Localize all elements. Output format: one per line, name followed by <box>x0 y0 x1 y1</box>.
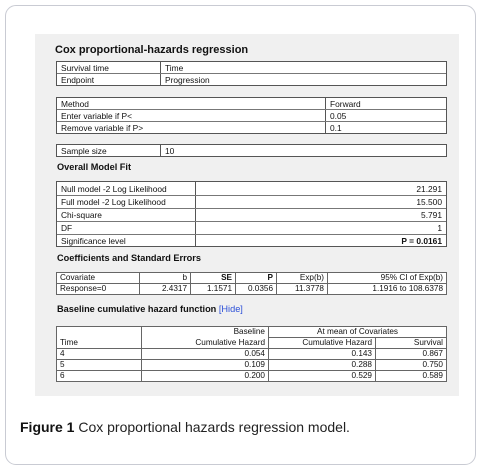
method-label: Method <box>61 99 89 109</box>
column-header: Cumulative Hazard <box>142 338 269 349</box>
endpoint-label: Endpoint <box>61 75 95 85</box>
figure-title: Cox proportional-hazards regression <box>55 44 249 56</box>
sample-size-box <box>56 144 447 157</box>
full-model-value: 15.500 <box>416 197 442 207</box>
significance-label: Significance level <box>61 236 126 246</box>
table-cell: 4 <box>57 349 142 360</box>
remove-value: 0.1 <box>330 123 342 133</box>
survival-time-label: Survival time <box>61 63 109 73</box>
chi-square-label: Chi-square <box>61 210 102 220</box>
figure-card <box>5 5 476 465</box>
enter-label: Enter variable if P< <box>61 111 132 121</box>
table-cell: 0.589 <box>376 371 447 382</box>
table-cell: 11.3778 <box>277 284 328 295</box>
figure-image <box>35 34 459 396</box>
significance-value: P = 0.0161 <box>401 236 442 246</box>
column-header: b <box>140 273 191 284</box>
full-model-label: Full model -2 Log Likelihood <box>61 197 166 207</box>
df-value: 1 <box>437 223 442 233</box>
table-header-row <box>57 338 447 349</box>
table-cell: 0.867 <box>376 349 447 360</box>
table-cell: 1.1916 to 108.6378 <box>328 284 447 295</box>
table-cell: 5 <box>57 360 142 371</box>
hide-link[interactable]: [Hide] <box>218 304 243 314</box>
table-cell: 6 <box>57 371 142 382</box>
sample-size-value: 10 <box>165 146 175 156</box>
overall-fit-heading: Overall Model Fit <box>57 162 132 172</box>
column-header: Cumulative Hazard <box>269 338 376 349</box>
table-cell: 0.200 <box>142 371 269 382</box>
table-cell: 0.529 <box>269 371 376 382</box>
table-cell: 0.0356 <box>236 284 277 295</box>
remove-label: Remove variable if P> <box>61 123 144 133</box>
enter-value: 0.05 <box>330 111 347 121</box>
column-header: Covariate <box>57 273 140 284</box>
table-cell: 0.109 <box>142 360 269 371</box>
table-cell: Response=0 <box>57 284 140 295</box>
column-header: Exp(b) <box>277 273 328 284</box>
null-model-value: 21.291 <box>416 184 442 194</box>
table-cell: 0.143 <box>269 349 376 360</box>
endpoint-value: Progression <box>165 75 210 85</box>
survival-time-value: Time <box>165 63 184 73</box>
table-row <box>57 284 447 295</box>
null-model-label: Null model -2 Log Likelihood <box>61 184 167 194</box>
sample-size-label: Sample size <box>61 146 107 156</box>
table-row <box>57 360 447 371</box>
column-header: 95% CI of Exp(b) <box>328 273 447 284</box>
figure-caption <box>20 419 350 435</box>
coefficients-table <box>56 272 447 295</box>
table-row <box>57 349 447 360</box>
chi-square-value: 5.791 <box>421 210 442 220</box>
table-header-row <box>57 273 447 284</box>
column-header: Time <box>57 338 142 349</box>
caption-text: Cox proportional hazards regression model. <box>78 419 350 435</box>
table-cell: 1.1571 <box>191 284 236 295</box>
method-box <box>56 97 447 134</box>
baseline-table <box>56 326 447 382</box>
baseline-group-header: Baseline <box>142 327 269 338</box>
column-header: Survival <box>376 338 447 349</box>
coefficients-heading: Coefficients and Standard Errors <box>57 253 201 263</box>
baseline-heading <box>57 304 243 314</box>
table-cell: 0.288 <box>269 360 376 371</box>
variables-box <box>56 61 447 86</box>
table-cell: 0.054 <box>142 349 269 360</box>
method-value: Forward <box>330 99 361 109</box>
table-group-row <box>57 327 447 338</box>
table-row <box>57 371 447 382</box>
df-label: DF <box>61 223 73 233</box>
column-header: P <box>236 273 277 284</box>
overall-fit-box <box>56 181 447 247</box>
caption-label: Figure 1 <box>20 419 75 435</box>
baseline-heading-text: Baseline cumulative hazard function <box>57 304 217 314</box>
table-cell: 2.4317 <box>140 284 191 295</box>
column-header: SE <box>191 273 236 284</box>
mean-covariates-header: At mean of Covariates <box>269 327 447 338</box>
table-cell: 0.750 <box>376 360 447 371</box>
